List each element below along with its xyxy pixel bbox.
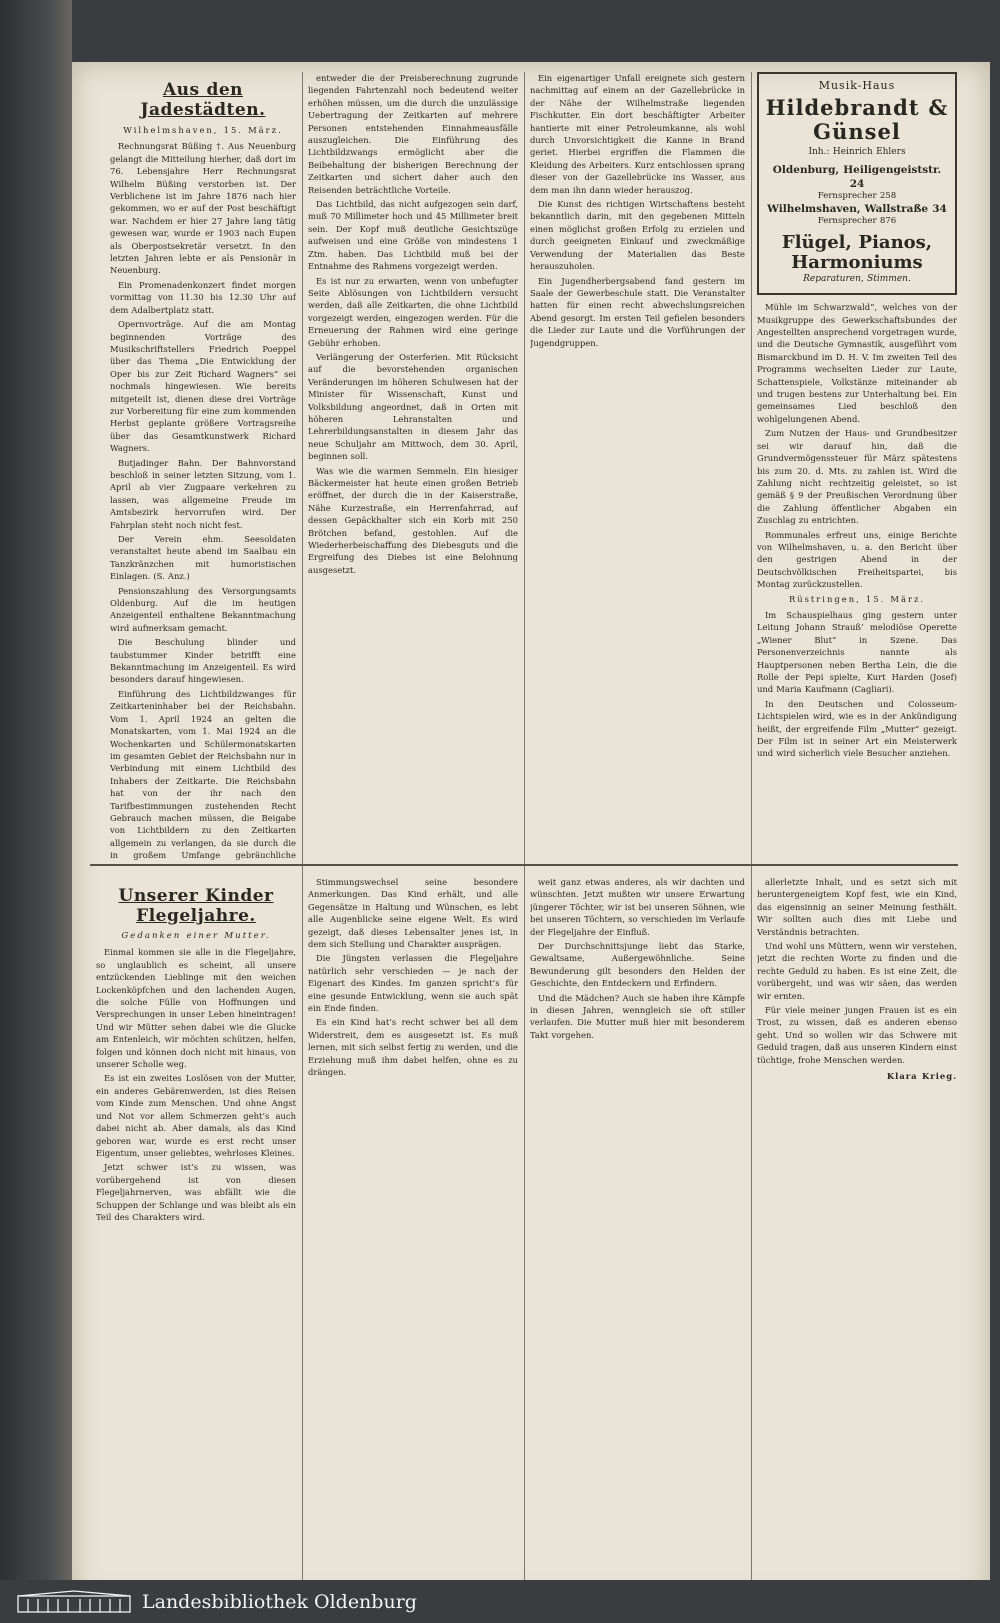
column-3-bottom <box>530 876 745 1576</box>
article-paragraph: Es ein Kind hat’s recht schwer bei all dem Widerstreit, dem es ausgesetzt ist. Es muß lernen, mit sich selbst fertig zu werden, und die Erziehung muß ihm dabei helfen, ohne es zu drängen. <box>308 1017 518 1078</box>
article-paragraph: Pensionszahlung des Versorgungsamts Oldenburg. Auf die im heutigen Anzeigenteil enthaltene Bekanntmachung wird aufmerksam gemacht. <box>110 585 296 633</box>
dateline-wilhelmshaven: Wilhelmshaven, 15. März. <box>123 125 283 135</box>
ad-phone: Fernsprecher 876 <box>817 215 897 226</box>
dateline-ruestringen: Rüstringen, 15. März. <box>788 593 926 604</box>
column-2-bottom <box>308 876 518 1576</box>
article-paragraph: Opernvorträge. Auf die am Montag beginnenden Vorträge des Musikschriftstellers Friedrich Poeppel über das Thema „Die Entwicklung der Oper bis zur Zeit Richard Wagners“ sei nochmals hingewiesen. Wie bereits mitgeteilt ist, dienen diese drei Vorträge zur Vorbereitung für eine zum kommenden Herbst geplante größere Vortragsreihe über das Gesamtkunstwerk Richard Wagners. <box>110 319 296 454</box>
column-3-top <box>530 72 745 860</box>
scan-left-edge <box>0 0 72 1623</box>
section-subtitle: Gedanken einer Mutter. <box>121 931 271 941</box>
ad-phone: Fernsprecher 258 <box>817 190 897 201</box>
article-paragraph: entweder die der Preisberechnung zugrunde liegenden Fahrtenzahl noch bedeutend weiter erhöhen müssen, um die durch die unzulässige Uebertragung der Zeitkarten auf mehrere Personen entstehenden Einnahmeausfälle auszugleichen. Die Einführung des Lichtbildzwangs ermöglicht aber die Beibehaltung der bisherigen Berechnung der Zeitkarten und sichert daher auch den Reisenden beträchtliche Vorteile. <box>308 73 518 195</box>
article-paragraph: Im Schauspielhaus ging gestern unter Leitung Johann Strauß’ melodiöse Operette „Wiener Blut“ in Szene. Das Personenverzeichnis nannte als Hauptpersonen neben Bertha Lein, die die Rolle der Pepi spielte, Kurt Harden (Josef) und Maria Kaufmann (Cagliari). <box>757 609 957 695</box>
column-4-bottom <box>757 876 957 1576</box>
article-paragraph: Die Jüngsten verlassen die Flegeljahre natürlich sehr verschieden — je nach der Eigenart des Kindes. Im ganzen spricht’s für eine gesunde Entwicklung, wenn sie auch spät ein Ende finden. <box>308 953 518 1014</box>
article-paragraph: Das Lichtbild, das nicht aufgezogen sein darf, muß 70 Millimeter hoch und 45 Millimeter breit sein. Der Kopf muß deutliche Gesichtszüge aufweisen und eine Größe von mindestens 1 Ztm. haben. Das Lichtbild muß bei der Entnahme des Rahmens vorgezeigt werden. <box>308 199 518 272</box>
article-paragraph: Mühle im Schwarzwald“, welches von der Musikgruppe des Gewerkschaftsbundes der Angestellten ansprechend vorgetragen wurde, und die Deutsche Gymnastik, ausgeführt vom Bismarckbund im D. H. V. Im zweiten Teil des Programms wechselten Lieder zur Laute, Schattenspiele, Volkstänze miteinander ab und trugen bestens zur Unterhaltung bei. Ein gemeinsames Lied beschloß den wohlgelungenen Abend. <box>757 302 957 424</box>
article-paragraph: Und wohl uns Müttern, wenn wir verstehen, jetzt die rechten Worte zu finden und die rechte Geduld zu haben. Es ist eine Zeit, die vorübergeht, und was wir säen, das werden wir ernten. <box>757 941 957 1001</box>
article-paragraph: Butjadinger Bahn. Der Bahnvorstand beschloß in seiner letzten Sitzung, vom 1. April ab vier Zugpaare verkehren zu lassen, was allgemeine Freude im Amtsbezirk hervorrufen wird. Der Fahrplan steht noch nicht fest. <box>110 457 296 530</box>
section-title-jadestaedten: Aus den Jadestädten. <box>140 80 266 120</box>
article-paragraph: Zum Nutzen der Haus- und Grundbesitzer sei wir darauf hin, daß die Grundvermögenssteuer für März spätestens bis zum 20. d. Mts. zu zahlen ist. Wird die Zahlung nicht rechtzeitig geleistet, so ist gemäß § 9 der Preußischen Verordnung über die Zahlung öffentlicher Abgaben ein Zuschlag zu entrichten. <box>757 428 957 526</box>
article-paragraph: Jetzt schwer ist’s zu wissen, was vorübergehend ist von diesen Flegeljahrnerven, was abfällt wie die Schuppen der Schlange und was bleibt als ein Teil des Charakters wird. <box>96 1162 296 1222</box>
article-paragraph: Der Verein ehm. Seesoldaten veranstaltet heute abend im Saalbau ein Tanzkränzchen mit humoristischen Einlagen. (S. Anz.) <box>110 534 296 582</box>
article-paragraph: Es ist nur zu erwarten, wenn von unbefugter Seite Ablösungen von Lichtbildern versucht werden, daß alle Zeitkarten, die ohne Lichtbild vorgezeigt werden, eingezogen werden. Für die Erneuerung der Rahmen wird eine geringe Gebühr erhoben. <box>308 275 518 348</box>
article-paragraph: weit ganz etwas anderes, als wir dachten und wünschten. Jetzt mußten wir unsere Erwartung jüngerer Töchter, wir ist bei unseren Söhnen, wie bei unseren Töchtern, so verschieden im Verlaufe der Flegeljahre der Einfluß. <box>530 877 745 937</box>
ad-address: Wilhelmshaven, Wallstraße 34 <box>767 202 947 215</box>
article-paragraph: Und die Mädchen? Auch sie haben ihre Kämpfe in diesen Jahren, wenngleich sie oft stiller verlaufen. Die Mutter muß hier mit besonderem Takt vorgehen. <box>530 992 745 1040</box>
column-2-top <box>308 72 518 860</box>
article-paragraph: Ein eigenartiger Unfall ereignete sich gestern nachmittag auf einem an der Gazellebrücke in der Nähe der Wilhelmstraße liegenden Fischkutter. Ein dort beschäftigter Arbeiter hantierte mit einer Petroleumkanne, als wohl durch Unvorsichtigkeit die Kanne in Brand geriet. Hierbei ergriffen die Flammen die Kleidung des Arbeiters. Kurz entschlossen sprang dieser von der Gazellebrücke ins Wasser, aus dem man ihn dann wieder herauszog. <box>530 73 745 195</box>
ad-company-name: Hildebrandt & Günsel <box>765 95 949 145</box>
article-paragraph: Stimmungswechsel seine besondere Anmerkungen. Das Kind erhält, und alle Gegensätze in Haltung und Wünschen, es lebt alle Augenblicke seine eigene Welt. Es wird gezeigt, daß dieses Lebensalter jenes ist, in dem sich Stellung und Charakter ausprägen. <box>308 877 518 950</box>
article-paragraph: Verlängerung der Osterferien. Mit Rücksicht auf die bevorstehenden organischen Veränderungen im höheren Schulwesen hat der Minister für Wissenschaft, Kunst und Volksbildung angeordnet, daß in Orten mit höheren Lehranstalten und Lehrerbildungsanstalten in diesem Jahr das neue Schuljahr am Mittwoch, dem 30. April, beginnen soll. <box>308 351 518 462</box>
column-4-top <box>757 72 957 860</box>
article-paragraph: Rechnungsrat Büßing †. Aus Neuenburg gelangt die Mitteilung hierher, daß dort im 76. Lebensjahre Herr Rechnungsrat Wilhelm Büßing verstorben ist. Der Verblichene ist im Jahre 1876 nach hier gekommen, wo er auf der Post beschäftigt war. Nachdem er hier 27 Jahre lang tätig gewesen war, wurde er 1903 nach Eupen als Oberpostsekretär versetzt. In den letzten Jahren lebte er als Pensionär in Neuenburg. <box>110 141 296 276</box>
article-paragraph: Die Beschulung blinder und taubstummer Kinder betrifft eine Bekanntmachung im Anzeigenteil. Es wird besonders darauf hingewiesen. <box>110 637 296 685</box>
column-rule <box>524 72 525 1582</box>
ad-products: Flügel, Pianos, Harmoniums <box>781 231 933 273</box>
library-name: Landesbibliothek Oldenburg <box>142 1591 417 1613</box>
article-paragraph: Der Durchschnittsjunge liebt das Starke, Gewaltsame, Außergewöhnliche. Seine Bewunderung gilt besonders den Helden der Geschichte, den Entdeckern und Erfindern. <box>530 941 745 989</box>
column-rule <box>302 72 303 1582</box>
section-divider <box>90 864 958 866</box>
ad-line: Musik-Haus <box>818 79 896 92</box>
column-1-top <box>110 70 296 860</box>
ad-services: Reparaturen, Stimmen. <box>803 273 911 284</box>
article-paragraph: allerletzte Inhalt, und es setzt sich mit heruntergeneigtem Kopf fest, wie ein Kind, das eigensinnig an seiner Meinung festhält. Wir sollten auch dies mit Liebe und Verständnis betrachten. <box>757 877 957 937</box>
article-paragraph: Für viele meiner jungen Frauen ist es ein Trost, zu wissen, daß es anderen ebenso geht. Und so wollen wir das Schwere mit Geduld tragen, daß aus unseren Kindern einst tüchtige, frohe Menschen werden. <box>757 1005 957 1065</box>
article-paragraph: Ein Jugendherbergsabend fand gestern im Saale der Gewerbeschule statt. Die Veranstalter hatten für einen recht abwechslungsreichen Abend gesorgt. Im ersten Teil gefielen besonders die Lieder zur Laute und die Vorführungen der Jugendgruppen. <box>530 275 745 348</box>
library-footer <box>0 1580 1000 1623</box>
ad-line: Inh.: Heinrich Ehlers <box>808 147 906 158</box>
article-paragraph: Es ist ein zweites Loslösen von der Mutter, ein anderes Gebärenwerden, ist dies Reisen vom Kinde zum Menschen. Und ohne Angst und Not vor allem Schmerzen geht’s auch dabei nicht ab. Aber damals, als das Kind geboren war, wurde es erst recht unser Eigentum, unser geliebtes, wehrloses Kleines. <box>96 1073 296 1158</box>
column-rule <box>751 72 752 1582</box>
author-signature: Klara Krieg. <box>886 1071 957 1082</box>
article-paragraph: Rommunales erfreut uns, einige Berichte von Wilhelmshaven, u. a. den Bericht über den gestrigen Abend in der Deutschvölkischen Freiheitspartei, bis Montag zurückzustellen. <box>757 529 957 590</box>
article-paragraph: Einmal kommen sie alle in die Flegeljahre, so unglaublich es scheint, all unsere entzückenden Lieblinge mit den weichen Lockenköpfchen und den lachenden Augen, die solche Fülle von Hoffnungen und Versprechungen in unser Leben hineintragen! Und wir Mütter sehen dabei wie die Glucke am Entenleich, wir möchten schützen, helfen, folgen und können doch nicht mit hinaus, von unserer Scholle weg. <box>96 947 296 1070</box>
article-paragraph: Was wie die warmen Semmeln. Ein hiesiger Bäckermeister hat heute einen großen Betrieb eröffnet, der durch die in der Kaiserstraße, Nähe Kurzestraße, ein Herrenfahrrad, auf dessen Gepäckhalter sich ein Korb mit 250 Brötchen befand, gestohlen. Auf die Wiederherbeischaffung des Diebesguts und die Ergreifung des Diebes ist eine Belohnung ausgesetzt. <box>308 465 518 575</box>
library-building-icon <box>14 1590 134 1614</box>
section-title-flegeljahre: Unserer Kinder Flegeljahre. <box>118 886 274 926</box>
ad-address: Oldenburg, Heiligengeiststr. 24 <box>772 163 942 190</box>
advertisement-musikhaus <box>757 72 957 295</box>
article-paragraph: Ein Promenadenkonzert findet morgen vormittag von 11.30 bis 12.30 Uhr auf dem Adalbertplatz statt. <box>110 279 296 315</box>
article-paragraph: In den Deutschen und Colosseum-Lichtspielen wird, wie es in der Ankündigung heißt, der ergreifende Film „Mutter“ gezeigt. Der Film ist in seiner Art ein Meisterwerk und wird sicherlich viele Besucher anziehen. <box>757 698 957 759</box>
article-paragraph: Einführung des Lichtbildzwanges für Zeitkarteninhaber bei der Reichsbahn. Vom 1. April 1924 an gelten die Monatskarten, vom 1. Mai 1924 an die Wochenkarten und Schülermonatskarten im gesamten Gebiet der Reichsbahn nur in Verbindung mit einem Lichtbild des Inhabers der Zeitkarte. Die Reichsbahn hat von der ihr nach den Tarifbestimmungen zustehenden Recht Gebrauch machen müssen, die Beigabe von Lichtbildern zu den Zeitkarten allgemein zu verlangen, da sie durch die in großem Umfange gebräuchliche <box>110 688 296 860</box>
column-1-bottom <box>96 876 296 1576</box>
article-paragraph: Die Kunst des richtigen Wirtschaftens besteht bekanntlich darin, mit den gegebenen Mitteln einen möglichst großen Erfolg zu erzielen und durch geeigneten Einkauf und zweckmäßige Verwendung der Materialien das Beste herauszuholen. <box>530 199 745 272</box>
